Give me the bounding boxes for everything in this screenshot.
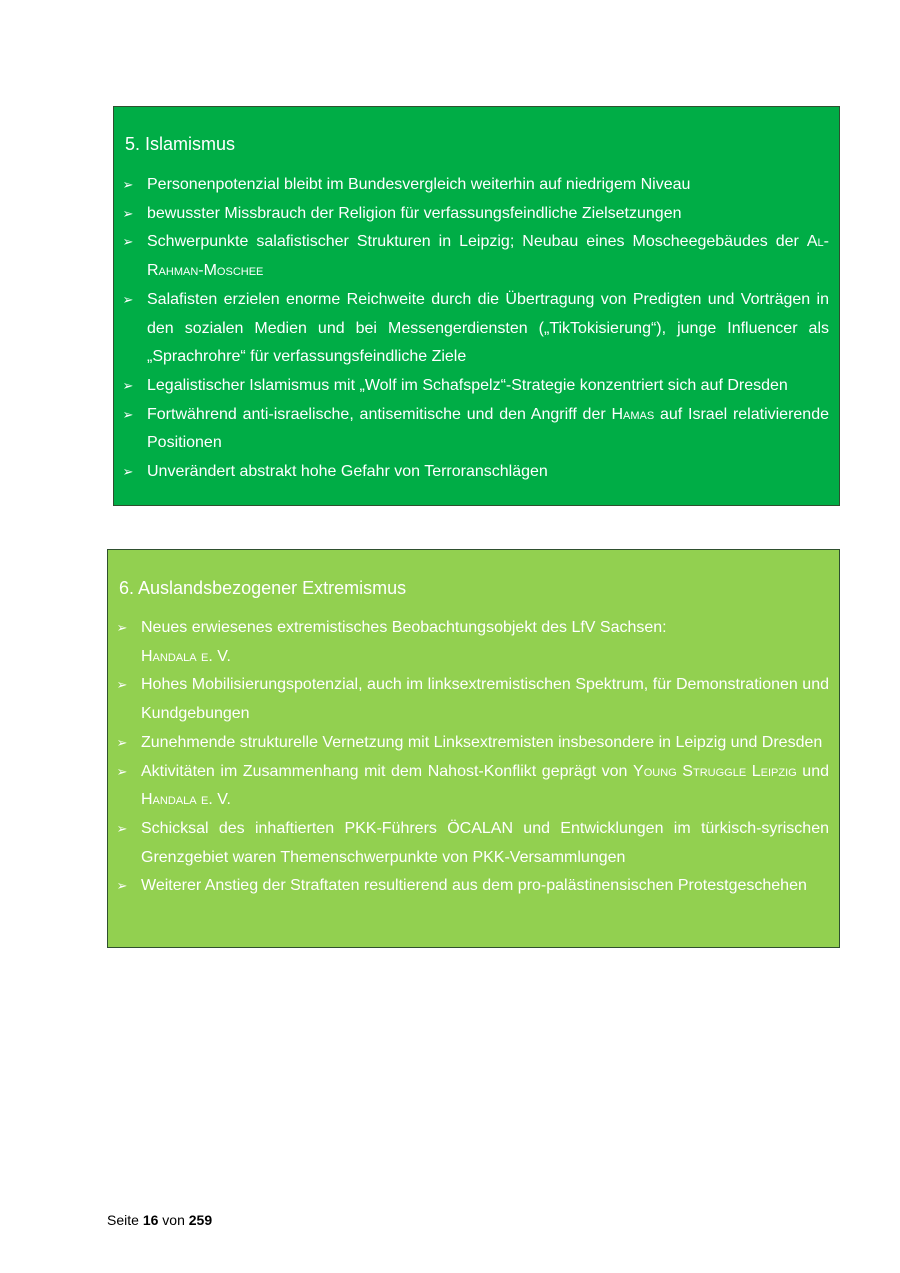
list-item: ➢ Aktivitäten im Zusammenhang mit dem Nahost-Konflikt geprägt von Young Struggle Leipzig und Handala e. V. [114, 758, 829, 815]
islamismus-list [120, 171, 829, 487]
page-footer [107, 1212, 212, 1228]
list-item: ➢ Zunehmende strukturelle Vernetzung mit Linksextremisten insbesondere in Leipzig und Dresden [114, 729, 829, 758]
auslandsbezogener-extremismus-box [107, 549, 840, 948]
arrow-bullet-icon: ➢ [122, 464, 134, 480]
list-item: ➢ Neues erwiesenes extremistisches Beobachtungsobjekt des LfV Sachsen: Handala e. V. [114, 614, 829, 671]
organization-name: Young Struggle Leipzig [633, 762, 797, 780]
list-item: ➢ Schwerpunkte salafistischer Strukturen in Leipzig; Neubau eines Moscheegebäudes der Al-Rahman-Moschee [120, 228, 829, 285]
arrow-bullet-icon: ➢ [116, 734, 128, 750]
list-item: ➢ bewusster Missbrauch der Religion für verfassungsfeindliche Zielsetzungen [120, 200, 829, 229]
list-item: ➢ Unverändert abstrakt hohe Gefahr von Terroranschlägen [120, 458, 829, 487]
list-item: ➢ Hohes Mobilisierungspotenzial, auch im linksextremistischen Spektrum, für Demonstrationen und Kundgebungen [114, 671, 829, 728]
list-item: ➢ Schicksal des inhaftierten PKK-Führers ÖCALAN und Entwicklungen im türkisch-syrischen Grenzgebiet waren Themenschwerpunkte von PKK-Versammlungen [114, 815, 829, 872]
auslandsbezogener-extremismus-list [114, 614, 829, 901]
footer-total-pages: 259 [188, 1212, 213, 1228]
mosque-name: Al-Rahman-Moschee [147, 233, 829, 280]
footer-von-label: von [162, 1212, 185, 1228]
list-item: ➢ Fortwährend anti-israelische, antisemitische und den Angriff der Hamas auf Israel relativierende Positionen [120, 401, 829, 458]
list-item: ➢ Weiterer Anstieg der Straftaten resultierend aus dem pro-palästinensischen Protestgeschehen [114, 872, 829, 901]
islamismus-title: 5. Islamismus [125, 134, 236, 154]
arrow-bullet-icon: ➢ [122, 291, 134, 307]
list-item: ➢ Personenpotenzial bleibt im Bundesvergleich weiterhin auf niedrigem Niveau [120, 171, 829, 200]
organization-name: Hamas [611, 405, 655, 423]
arrow-bullet-icon: ➢ [122, 406, 134, 422]
arrow-bullet-icon: ➢ [122, 177, 134, 192]
arrow-bullet-icon: ➢ [122, 205, 134, 221]
arrow-bullet-icon: ➢ [116, 820, 128, 836]
arrow-bullet-icon: ➢ [122, 377, 134, 393]
islamismus-box [113, 106, 840, 506]
arrow-bullet-icon: ➢ [116, 763, 128, 779]
arrow-bullet-icon: ➢ [116, 677, 128, 693]
arrow-bullet-icon: ➢ [116, 878, 128, 894]
list-item: ➢ Salafisten erzielen enorme Reichweite durch die Übertragung von Predigten und Vorträgen in den sozialen Medien und bei Messengerdiensten („TikTokisierung“), junge Influencer als „Sprachrohre“ für verfassungsfeindliche Ziele [120, 286, 829, 372]
footer-page-number: 16 [142, 1212, 159, 1228]
organization-name: Handala e. V. [141, 791, 231, 809]
arrow-bullet-icon: ➢ [122, 234, 134, 250]
organization-name: Handala e. V. [141, 647, 231, 665]
list-item: ➢ Legalistischer Islamismus mit „Wolf im Schafspelz“-Strategie konzentriert sich auf Dresden [120, 372, 829, 401]
arrow-bullet-icon: ➢ [116, 620, 128, 635]
footer-seite-label: Seite [107, 1212, 139, 1228]
auslandsbezogener-extremismus-title: 6. Auslandsbezogener Extremismus [119, 578, 407, 598]
